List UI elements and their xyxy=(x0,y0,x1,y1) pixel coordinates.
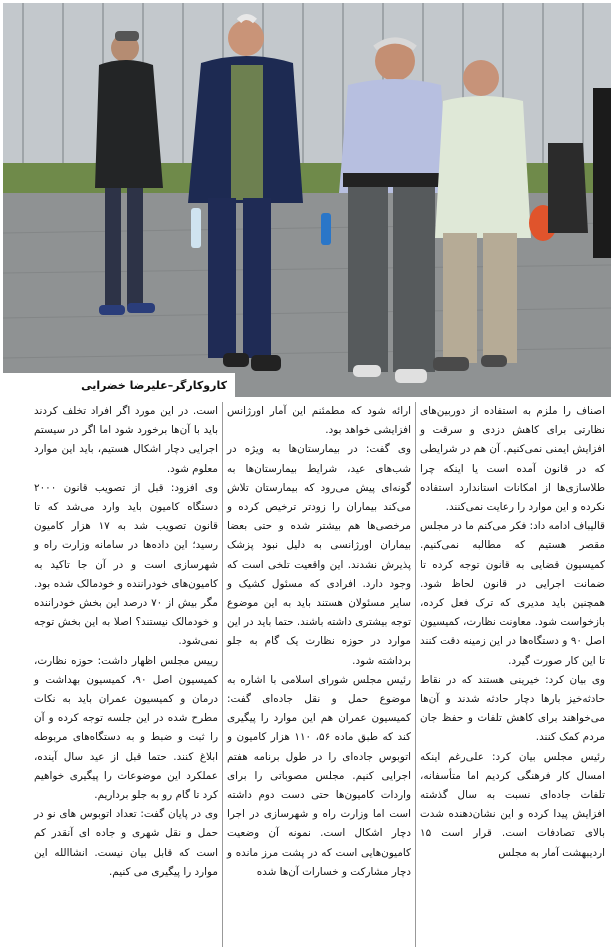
paragraph: اصناف را ملزم به استفاده از دوربین‌های نظارتی برای کاهش دزدی و سرقت و افزایش ایمنی نمی‌کنیم. آن هم در شرایطی که در قانون آمده است یا اینکه چرا طلاسازی‌ها از امکانات استاندارد استفاده نکرده و این موارد را رعایت نمی‌کنند. xyxy=(420,405,605,514)
paragraph: وی بیان کرد: خیرینی هستند که در نقاط حادثه‌خیز بارها دچار حادثه شدند و آن‌ها می‌خواهند برای کاهش تلفات و حفظ جان مردم کمک کنند. xyxy=(420,673,605,744)
paragraph: وی افزود: قبل از تصویب قانون ۲۰۰۰ دستگاه کامیون باید وارد می‌شد که تا قانون تصویب شد به ۱۷ هزار کامیون رسید؛ این داده‌ها در سامانه وزارت راه و شهرسازی است و در آن جا تاکید به کامیون‌های خودراننده و خودمالک شده بود. مگر بیش از ۷۰ درصد این بخش خودراننده و خودمالک نیستند؟ اصلا به این بخش توجه نمی‌شود. xyxy=(34,481,218,648)
photo-caption-bar xyxy=(3,373,235,397)
paragraph: رئیس مجلس شورای اسلامی با اشاره به موضوع حمل و نقل جاده‌ای گفت: کمیسیون عمران هم این موارد را پیگیری کند که طبق ماده ۵۶، ۱۱۰ هزار کامیون و اتوبوس جاده‌ای را در طول برنامه هفتم اجرایی کنیم. مجلس مصوباتی را برای واردات کامیون‌ها حتی دست دوم داشته است اما وزارت راه و شهرسازی در اجرا دچار اشکال است. نمونه آن وضعیت کامیون‌هایی است که در پشت مرز مانده و دچار مشارکت و خسارات آن‌ها شده xyxy=(227,673,411,878)
news-photo xyxy=(3,3,611,397)
photo-caption: کاروکارگر–علیرضا خضرایی xyxy=(81,378,227,392)
paragraph: است. در این مورد اگر افراد تخلف کردند باید با آن‌ها برخورد شود اما اگر در سیستم اجرایی دچار اشکال هستیم، باید این موارد معلوم شود. xyxy=(34,405,218,475)
article-body xyxy=(5,402,609,947)
paragraph: وی گفت: در بیمارستان‌ها به ویژه در شب‌های عید، شرایط بیمارستان‌ها به گونه‌ای پیش می‌رود که بیمارستان تلاش می‌کند بیماران را زودتر ترخیص کرده و مرخصی‌ها هم بیشتر شده و حتی بعضا بیماران اورژانسی به دلیل نبود پزشک پذیرش نشدند. این واقعیت تلخی است که وجود دارد. افرادی که مسئول کشیک و سایر مسئولان هستند باید به این موضوع توجه بیشتری داشته باشند. حتما باید در این موارد در حوزه نظارت یک گام به جلو برداشته شود. xyxy=(227,443,411,667)
paragraph: رئیس مجلس بیان کرد: علی‌رغم اینکه امسال کار فرهنگی کردیم اما متأسفانه، تلفات جاده‌ای نسبت به سال گذشته افزایش پیدا کرده و این نشان‌دهنده شدت بالای تصادفات است. قرار است ۱۵ اردیبهشت آمار به مجلس xyxy=(420,750,605,859)
paragraph: ارائه شود که مطمئنم این آمار اورژانس افزایشی خواهد بود. xyxy=(227,405,411,437)
paragraph: وی در پایان گفت: تعداد اتوبوس های نو در حمل و نقل شهری و جاده ای آنقدر کم است که قابل بیان نیست. انشاالله این موارد را پیگیری می کنیم. xyxy=(34,808,218,878)
article-column-1 xyxy=(416,402,609,947)
elderly-men-walking-photo xyxy=(3,3,611,397)
article-column-2 xyxy=(223,402,416,947)
paragraph: قالیباف ادامه داد: فکر می‌کنم ما در مجلس مقصر هستیم که مطالبه نمی‌کنیم. کمیسیون قضایی به قانون توجه کرده تا ضمانت اجرایی در قانون لحاظ شود. همچنین باید مدیری که ترک فعل کرده، بازخواست شود. معاونت نظارت، کمیسیون اصل ۹۰ و دستگاه‌ها در این زمینه دقت کنند تا این کار صورت گیرد. xyxy=(420,520,606,667)
article-column-3 xyxy=(30,402,223,947)
paragraph: رییس مجلس اظهار داشت: حوزه نظارت، کمیسیون اصل ۹۰، کمیسیون بهداشت و درمان و کمیسیون عمران باید به نکات مطرح شده در این جلسه توجه کرده و آن را ثبت و ضبط و به دستگاه‌های مربوطه ابلاغ کنند. حتما قبل از عید سال آینده، عملکرد این موضوعات را پیگیری خواهیم کرد تا گام رو به جلو برداریم. xyxy=(34,654,218,802)
